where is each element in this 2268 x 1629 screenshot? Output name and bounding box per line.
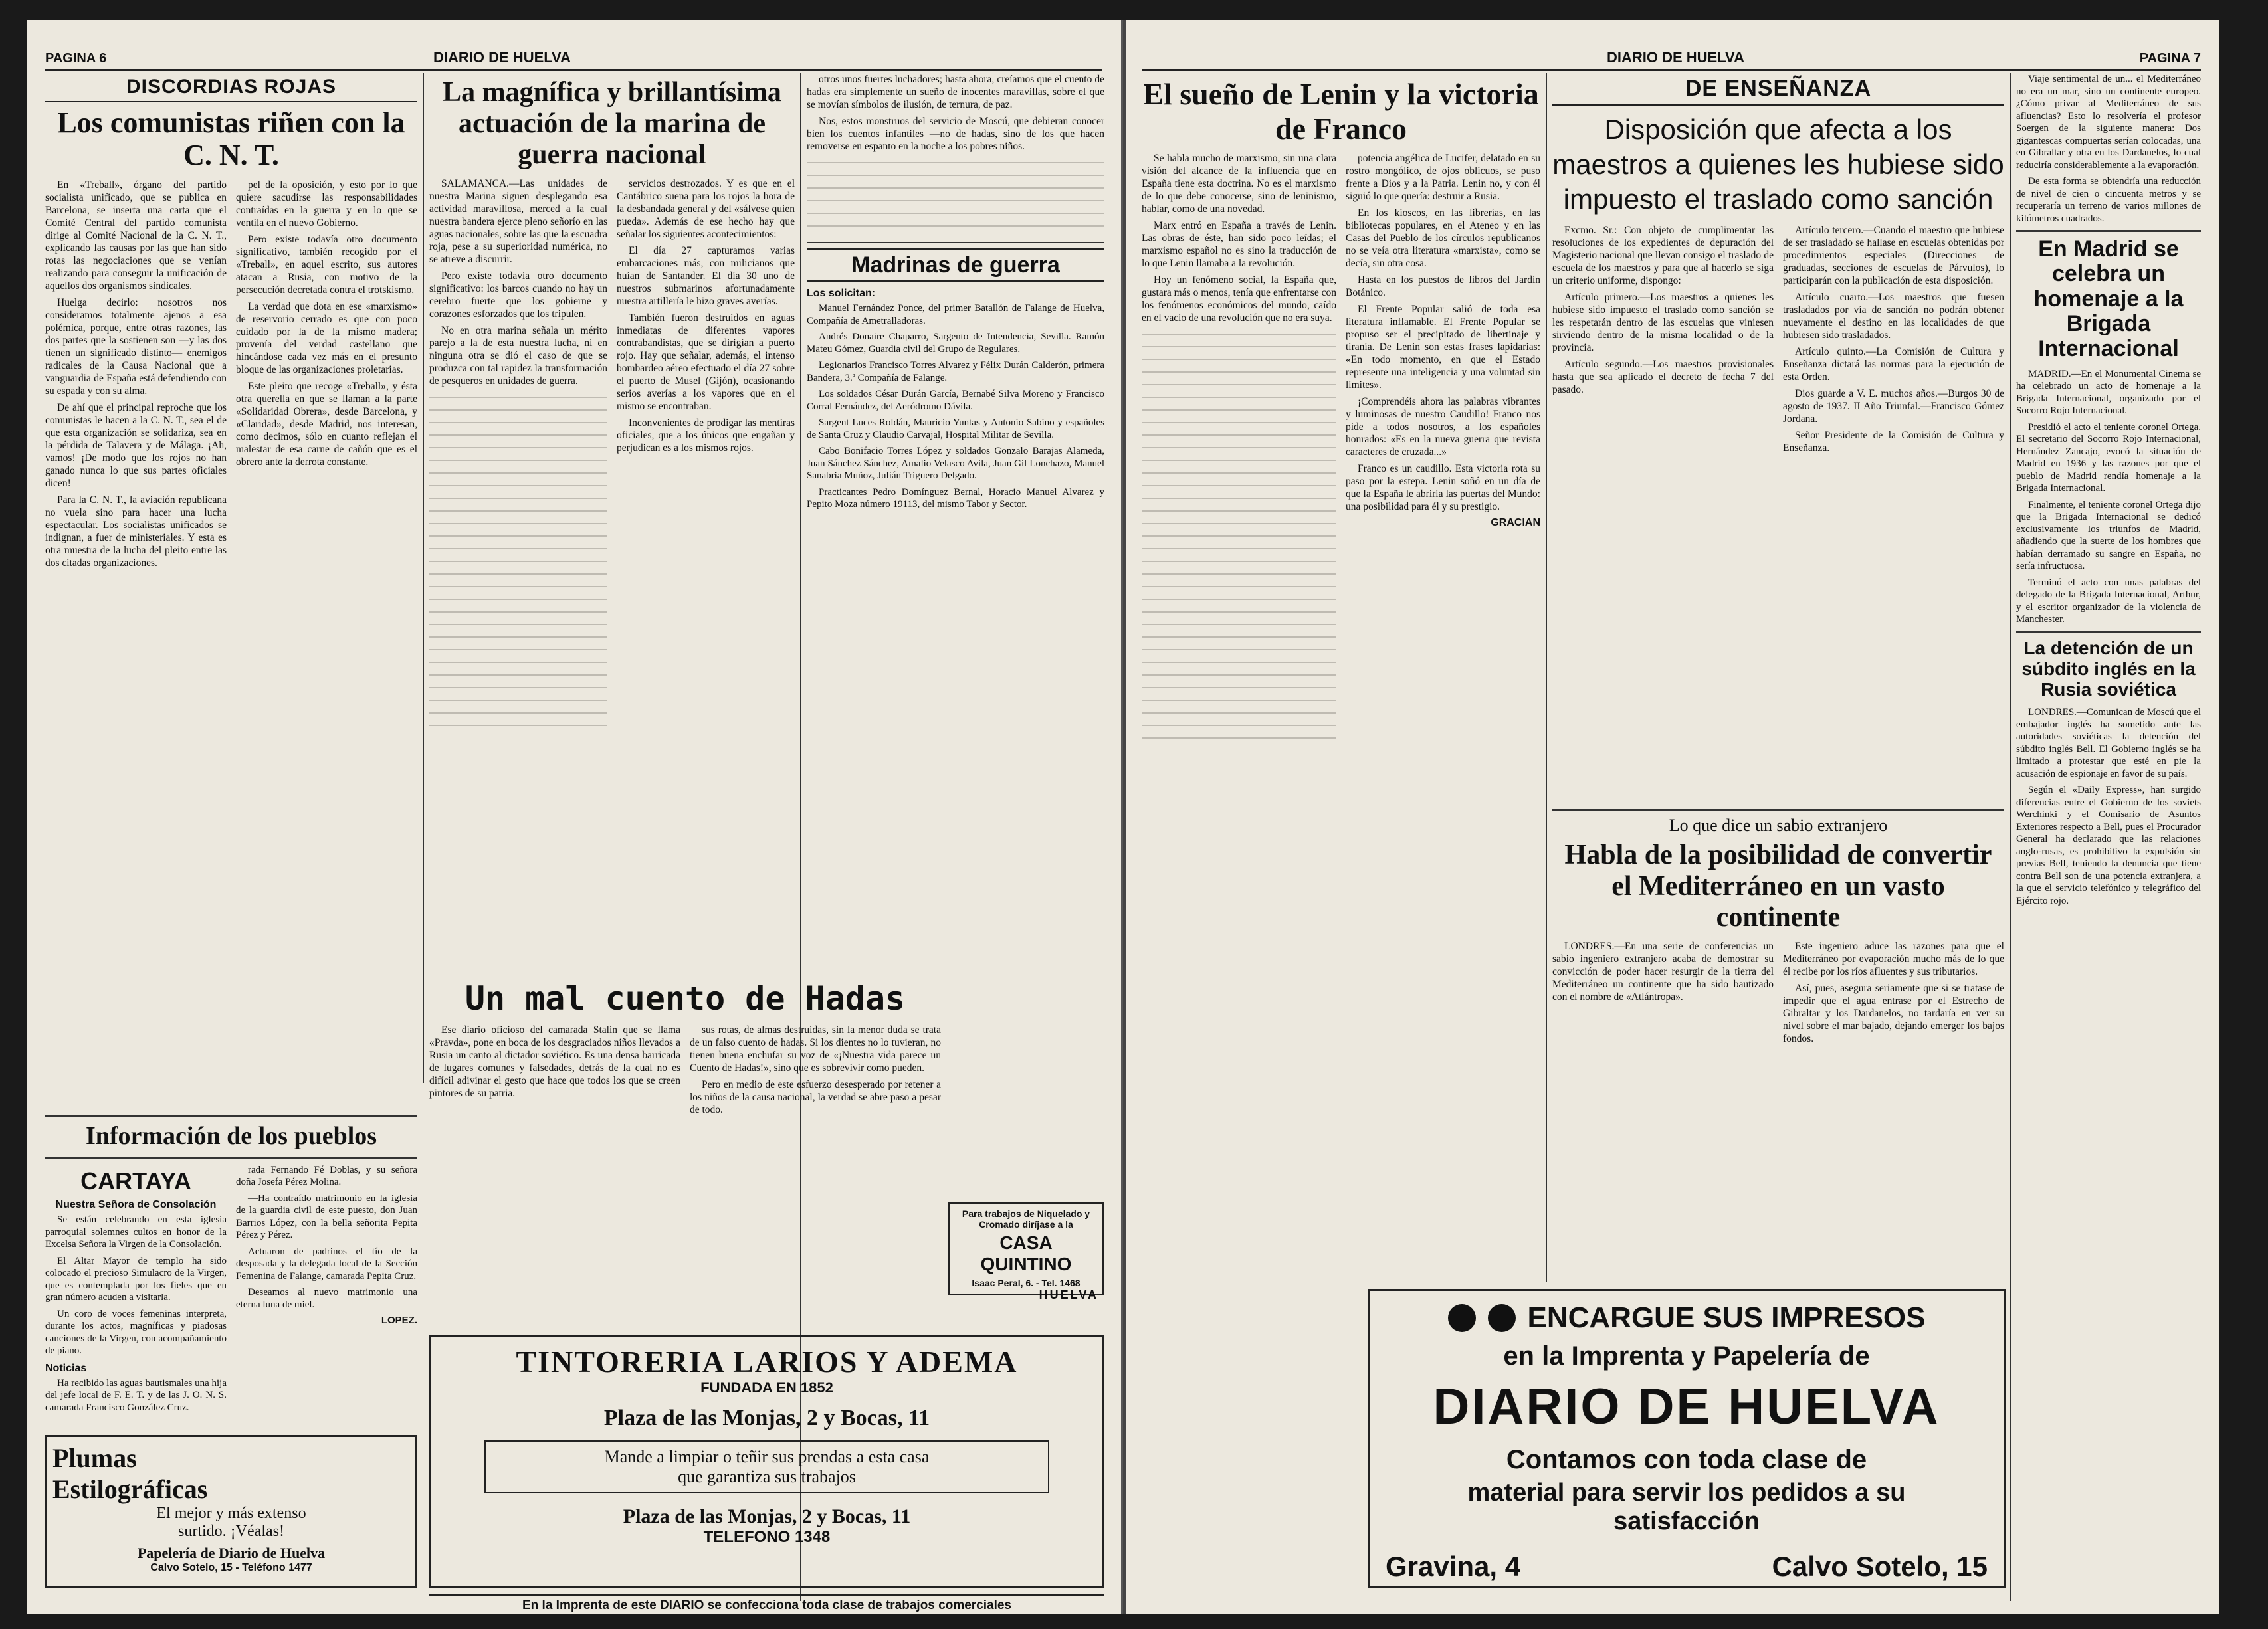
ad-name: DIARIO DE HUELVA	[1433, 1379, 1940, 1435]
page-footer: En la Imprenta de este DIARIO se confecciona toda clase de trabajos comerciales	[429, 1594, 1104, 1613]
article-headline: En Madrid se celebra un homenaje a la Brigada Internacional	[2033, 237, 2184, 361]
article-paragraph: LONDRES.—En una serie de conferencias un sabio ingeniero extranjero acaba de demostrar su convicción de poder hacer resurgir de la tierra del Mediterráneo un continente que ha sido bautizado con el nombre de «Atlántropa».	[1552, 941, 1774, 1003]
article-paragraph: Actuaron de padrinos el tío de la desposada y la delegada local de la Sección Femenina de Falange, camarada Pepita Cruz.	[236, 1246, 417, 1282]
article-paragraph: MADRID.—En el Monumental Cinema se ha celebrado un acto de homenaje a la Brigada Internacional, organizado por el Socorro Rojo Internacional.	[2016, 368, 2201, 417]
article-paragraph: otros unos fuertes luchadores; hasta ahora, creíamos que el cuento de hadas era simplemente un sueño de inocentes maravillas, sobre el que se movían símbolos de ilusión, de ternura, de paz.	[807, 74, 1104, 110]
ad-line: ENCARGUE SUS IMPRESOS	[1527, 1301, 1926, 1334]
article-paragraph: pel de la oposición, y esto por lo que quiere sacudirse las responsabilidades contraídas en la guerra y en lo que se ventila en el nuevo Gobierno.	[236, 179, 417, 229]
list-item: Los soldados César Durán García, Bernabé Silva Moreno y Francisco Corral Fernández, del Aeródromo Dávila.	[807, 389, 1104, 412]
article-headline: Disposición que afecta a los maestros a quienes les hubiese sido impuesto el traslado como sanción	[1552, 114, 2004, 215]
article-paragraph: Pero en medio de este esfuerzo desesperado por retener a los niños de la causa nacional, la verdad se abre paso a pesar de todo.	[690, 1079, 941, 1115]
ad-name: TINTORERIA LARIOS Y ADEMA	[516, 1345, 1018, 1379]
article-paragraph: Artículo quinto.—La Comisión de Cultura y Enseñanza dictará las normas para la ejecución de esta Orden.	[1783, 345, 2004, 383]
article-signature: GRACIAN	[1491, 517, 1540, 529]
article-paragraph: LONDRES.—Comunican de Moscú que el embajador inglés ha sometido ante las autoridades soviéticas la detención del súbdito inglés Bell. El Gobierno inglés se ha limitado a protestar que esté en pie la acusación de espionaje en favor de su país.	[2016, 707, 2201, 779]
left-folio	[45, 39, 1102, 71]
text-block	[429, 391, 607, 737]
article-paragraph: No en otra marina señala un mérito parejo a la de esta nuestra lucha, ni en ninguna otra se dió el caso de que se produzca con tal rapidez la transformación de pesqueros en unidades de guerra.	[429, 325, 607, 387]
column-rule	[423, 73, 424, 1083]
ad-line: en la Imprenta y Papelería de	[1503, 1341, 1870, 1371]
article-paragraph: El día 27 capturamos varias embarcaciones más, con milicianos que huían de Santander. El día 30 uno de nuestros submarinos afortunadamente nuestra artillería le hizo graves averías.	[617, 245, 795, 308]
article-kicker: Lo que dice un sabio extranjero	[1669, 816, 1888, 835]
ad-name: CASA QUINTINO	[980, 1232, 1072, 1274]
ad-address: Isaac Peral, 6. - Tel. 1468	[972, 1278, 1081, 1288]
article-headline: Un mal cuento de Hadas	[464, 979, 906, 1018]
newspaper-spread	[27, 20, 2219, 1614]
article-paragraph: Se habla mucho de marxismo, sin una clara visión del alcance de la influencia que en España tiene esta doctrina. No es el marxismo de lo que debe conocerse, sino de leninismo, hablar, como de una novedad.	[1142, 153, 1336, 215]
article-paragraph: El Frente Popular salió de toda esa literatura inflamable. El Frente Popular se propuso ser el precipitado de libertinaje y tiranía. De Lenin son estas frases lapidarias: «En todo momento, en que el Estado represente una inteligencia y una voluntad sin límites».	[1346, 304, 1540, 391]
article-paragraph: ¡Comprendéis ahora las palabras vibrantes y luminosas de nuestro Caudillo! Franco nos pide a todos nosotros, a los españoles honrados: «Es en la nueva guerra que revista caracteres de cruzada...»	[1346, 396, 1540, 458]
list-item: Manuel Fernández Ponce, del primer Batallón de Falange de Huelva, Compañía de Ametralladoras.	[807, 303, 1104, 326]
article-paragraph: Hasta en los puestos de libros del Jardín Botánico.	[1346, 274, 1540, 299]
article-paragraph: servicios destrozados. Y es que en el Cantábrico suena para los rojos la hora de la desbandada general y del «sálvese quien pueda». Además de ese hecho hay que señalar los siguientes acontecimientos:	[617, 178, 795, 240]
article-paragraph: Para la C. N. T., la aviación republicana no vuela sino para hacer una lucha espectacular. Los socialistas unificados se indignan, a fuer de ministeriales. Y esta es otra muestra de la lucha del pleito entre las dos citadas organizaciones.	[45, 494, 227, 569]
text-block	[807, 157, 1104, 237]
article-signature: LOPEZ.	[381, 1315, 417, 1327]
cuento-continuation	[807, 73, 1104, 957]
section-title: Madrinas de guerra	[807, 248, 1104, 282]
ad-line: material para servir los pedidos a su satisfacción	[1467, 1479, 1906, 1535]
article-paragraph: Finalmente, el teniente coronel Ortega dijo que la Brigada Internacional se dedicó exclusivamente los triunfos de Madrid, añadiendo que la suerte de los hombres que habían derramado su sangre en España, no sería infructuosa.	[2016, 499, 2201, 572]
bullet-icon	[1448, 1304, 1476, 1332]
article-paragraph: Nos, estos monstruos del servicio de Moscú, que debieran conocer bien los cuentos infantiles —no de hadas, sino de los que hacen removerse en espanto en la noche a los pobres niños.	[807, 116, 1104, 152]
left-page	[27, 20, 1123, 1614]
ad-phone: TELEFONO 1348	[703, 1528, 831, 1546]
list-item: Legionarios Francisco Torres Alvarez y Félix Durán Calderón, primera Bandera, 3.ª Compañía de Falange.	[807, 360, 1104, 383]
article-paragraph: El Altar Mayor de templo ha sido colocado el precioso Simulacro de la Virgen, que es contemplada por los fieles que en gran número acuden a visitarla.	[45, 1255, 227, 1303]
ad-address: Plaza de las Monjas, 2 y Bocas, 11	[603, 1406, 930, 1430]
article-paragraph: Pero existe todavía otro documento significativo, también recogido por el «Treball», en aquel escrito, sus autores atacan a Rusia, con motivo de la persecución decretada contra el trotskismo.	[236, 233, 417, 296]
article-paragraph: En los kioscos, en las librerías, en las bibliotecas populares, en el Ateneo y en las Casas del Pueblo de los círculos republicanos no se veía otra literatura «marxista», como se decía, sin otra cosa.	[1346, 207, 1540, 270]
ad-title: Estilográficas	[52, 1474, 208, 1504]
article-paragraph: —Ha contraído matrimonio en la iglesia de la guardia civil de este puesto, don Juan Barrios López, con la bella señorita Pepita Pérez y Pérez.	[236, 1193, 417, 1241]
article-headline: La detención de un súbdito inglés en la Rusia soviética	[2021, 637, 2196, 700]
section-subtitle: Los solicitan:	[807, 288, 876, 300]
article-headline: El sueño de Lenin y la victoria de Franco	[1143, 77, 1539, 145]
ad-address: Calvo Sotelo, 15	[1772, 1551, 1988, 1582]
article-paragraph: Hoy un fenómeno social, la España que, gustara más o menos, tenía que enfrentarse con los fenómenos económicos del mundo, caído en el vacío de una revolución que no era suya.	[1142, 274, 1336, 324]
section-headline: Información de los pueblos	[85, 1122, 377, 1150]
article-paragraph: Terminó el acto con unas palabras del delegado de la Brigada Internacional, Arthur, y el escritor organizador de la violencia de Manchester.	[2016, 577, 2201, 625]
plumas-ad	[45, 1435, 417, 1588]
article-paragraph: Un coro de voces femeninas interpreta, durante los actos, magníficas y piadosas canciones de la Virgen, con acompañamiento de piano.	[45, 1308, 227, 1357]
ad-line: Para trabajos de Niquelado y Cromado diríjase a la	[962, 1208, 1090, 1230]
right-folio	[1142, 39, 2201, 71]
article-paragraph: Señor Presidente de la Comisión de Cultura y Enseñanza.	[1783, 429, 2004, 454]
right-narrow-column	[2016, 73, 2201, 1601]
article-paragraph: rada Fernando Fé Doblas, y su señora doña Josefa Pérez Molina.	[236, 1164, 417, 1188]
ad-address: Calvo Sotelo, 15 - Teléfono 1477	[150, 1562, 312, 1573]
ad-founded: FUNDADA EN 1852	[700, 1379, 833, 1396]
article-paragraph: Viaje sentimental de un... el Mediterráneo no era un mar, sino un continente europeo. ¿Cómo privar al Mediterráneo de sus afluencias? Esto lo resolvería el profesor Soergen de la siguiente manera: Dos gigantescas compuertas serían colocadas, una en Gibraltar y otra en los Dardanelos, lo cual reduciría considerablemente a la evaporación.	[2016, 74, 2201, 171]
ad-shop: Papelería de Diario de Huelva	[137, 1545, 326, 1561]
article-paragraph: Ha recibido las aguas bautismales una hija del jefe local de F. E. T. y de las J. O. N. S. camarada Francisco González Cruz.	[45, 1377, 227, 1413]
madrinas-section	[807, 248, 1104, 511]
town-name: CARTAYA	[80, 1167, 191, 1195]
article-paragraph: Se están celebrando en esta iglesia parroquial solemnes cultos en honor de la Excelsa Señora la Virgen de la Consolación.	[45, 1214, 227, 1250]
article-kicker: DE ENSEÑANZA	[1552, 73, 2004, 106]
subsection-title: Noticias	[45, 1362, 87, 1374]
subsection-title: Nuestra Señora de Consolación	[55, 1199, 217, 1211]
article-paragraph: Según el «Daily Express», han surgido diferencias entre el Gobierno de los soviets Werchinki y el Comisario de Asuntos Exteriores respecto a Bell, pues el Procurador General ha declarado que las relaciones anglo-rusas, es prohibitivo la expulsión sin previas Bell, teniendo la denuncia que tiene contra Bell son de una potencia extranjera, a la que el servicio telefónico y telegráfico del Ejército rojo.	[2016, 785, 2201, 906]
casa-quintino-ad	[948, 1202, 1104, 1301]
text-block	[1142, 328, 1336, 740]
article-paragraph: De esta forma se obtendría una reducción de nivel de cien o cincuenta metros y se recuperaría un terreno de varios millones de kilómetros cuadrados.	[2016, 176, 2201, 224]
article-paragraph: Artículo cuarto.—Los maestros que fuesen trasladados por vía de sanción no podrán obtener nuevamente el destino en las localidades de que hubiesen sido trasladados.	[1783, 291, 2004, 341]
article-paragraph: Este pleito que recoge «Treball», y ésta otra querella en que se llaman a la parte «Solidaridad Obrera», desde Barcelona, y «Claridad», desde Madrid, nos interesan, como decimos, sólo en cuanto reflejan el malestar de esa carne de cañón que es el obrero ante la derrota constante.	[236, 380, 417, 468]
lenin-article	[1142, 73, 1540, 1269]
list-item: Sargent Luces Roldán, Mauricio Yuntas y Antonio Sabino y españoles de Santa Cruz y Claudio Carvajal, Hospital Militar de Sevilla.	[807, 417, 1104, 440]
marina-article	[429, 73, 795, 957]
ad-address: Gravina, 4	[1386, 1551, 1521, 1582]
article-paragraph: Inconvenientes de prodigar las mentiras oficiales, que a los únicos que engañan y perjudican es a los mismos rojos.	[617, 417, 795, 454]
article-paragraph: Deseamos al nuevo matrimonio una eterna luna de miel.	[236, 1287, 417, 1310]
discordias-article	[45, 73, 417, 578]
article-paragraph: En «Treball», órgano del partido socialista unificado, que se publica en Barcelona, se inserta una carta que el Comité Central del partido comunista dirige al Comité Nacional de la C. N. T., explicando las causas por las que han sido rotas las negociaciones que se venían realizando para conseguir la unificación de aquellos dos organismos sindicales.	[45, 179, 227, 292]
article-kicker: DISCORDIAS ROJAS	[45, 73, 417, 102]
cuento-article	[429, 977, 941, 1229]
article-headline: Los comunistas riñen con la C. N. T.	[57, 106, 405, 172]
article-paragraph: Este ingeniero aduce las razones para que el Mediterráneo por evaporación mucho más de lo que él recibe por los ríos afluentes y sus tributarios.	[1783, 941, 2004, 978]
article-paragraph: Dios guarde a V. E. muchos años.—Burgos 30 de agosto de 1937. II Año Triunfal.—Francisco Gómez Jordana.	[1783, 387, 2004, 425]
article-paragraph: Ese diario oficioso del camarada Stalin que se llama «Pravda», pone en boca de los desgraciados niños llevados a Rusia un canto al dictador soviético. Es una densa barricada de lugares comunes y falsedades, detrás de la cual no es difícil adivinar el gesto que hace que todos los que se creen pintores de su patria.	[429, 1024, 680, 1099]
bullet-icon	[1488, 1304, 1516, 1332]
article-paragraph: Franco es un caudillo. Esta victoria rota su paso por la estepa. Lenin soñó en un día de que la España le abriría las puertas del Mundo: una posibilidad para él y su prestigio.	[1346, 463, 1540, 513]
article-paragraph: De ahí que el principal reproche que los comunistas le hacen a la C. N. T., sea el de que esta organización se solidariza, sea en la pérdida de Talavera y de Málaga. ¡Ah, vamos! ¡De modo que los rojos no han ganado nunca lo que sus partes oficiales dicen!	[45, 401, 227, 489]
page-number: PAGINA 6	[45, 51, 107, 66]
column-rule	[2010, 73, 2011, 1601]
article-paragraph: Artículo tercero.—Cuando el maestro que hubiese de ser trasladado se hallase en escuelas obtenidas por procedimientos especiales (Direcciones de graduadas, secciones de escuelas de Párvulos), lo participarán con la publicación de esta disposición.	[1783, 224, 2004, 286]
list-item: Cabo Bonifacio Torres López y soldados Gonzalo Barajas Alameda, Juan Sánchez Sánchez, Amalio Velasco Avila, Juan Gil Lonchazo, Manuel Sanabria Muñoz, Julián Triguero Delgado.	[807, 446, 1104, 482]
page-number: PAGINA 7	[2139, 51, 2201, 66]
article-paragraph: Artículo segundo.—Los maestros provisionales hasta que sea aplicado el decreto de fecha 7 del pasado.	[1552, 358, 1774, 395]
impresos-ad	[1368, 1289, 2006, 1588]
tintoreria-ad	[429, 1335, 1104, 1588]
list-item: Practicantes Pedro Domínguez Bernal, Horacio Manuel Alvarez y Pepito Moza número 19113, del mismo Tabor y Sector.	[807, 486, 1104, 510]
ensenanza-article	[1552, 73, 2004, 797]
masthead-name: DIARIO DE HUELVA	[1607, 49, 1744, 66]
article-paragraph: Excmo. Sr.: Con objeto de cumplimentar las resoluciones de los expedientes de depuración del Magisterio nacional que llevan consigo el traslado de escuela de los maestros y para que al hacerlo se siga un criterio uniforme, dispongo:	[1552, 224, 1774, 286]
list-item: Andrés Donaire Chaparro, Sargento de Intendencia, Sevilla. Ramón Mateu Gómez, Guardia civil del Grupo de Regulares.	[807, 332, 1104, 355]
article-paragraph: Artículo primero.—Los maestros a quienes les hubiese sido impuesto el traslado como sanción se les respetarán dentro de las escuelas que viniesen sirviendo dentro de la misma localidad o de la provincia.	[1552, 291, 1774, 353]
article-paragraph: La verdad que dota en ese «marxismo» de reservorio cerrado es que con poco cuidado por la de la mismo madera; provenía del verdad castellano que hincándose cada vez más en el presunto bloque de las organizaciones proletarias.	[236, 300, 417, 375]
ad-line: surtido. ¡Véalas!	[178, 1523, 284, 1540]
article-paragraph: Presidió el acto el teniente coronel Ortega. El secretario del Socorro Rojo Internacional, Hernández Zancajo, evocó la situación de Madrid en 1936 y las razones por que el pueblo de Madrid rendía homenaje a la Brigada Internacional.	[2016, 421, 2201, 494]
article-paragraph: sus rotas, de almas destruidas, sin la menor duda se trata de un falso cuento de hadas. Si los dientes no lo tuvieran, no tienen buena enchufar su voz de «¡Nuestra vida parece un Cuento de Hadas!», sino que es sobrevivir como pueden.	[690, 1024, 941, 1074]
article-paragraph: Así, pues, asegura seriamente que si se tratase de impedir que el agua entrase por el Estrecho de Gibraltar y los Dardanelos, no tardaría en ver su nivel sobre el mar bajado, dejando emerger los bajos fondos.	[1783, 983, 2004, 1045]
article-paragraph: También fueron destruidos en aguas inmediatas de diferentes vapores contrabandistas, que se dirigían a puerto rojo. Hay que señalar, además, el intenso bombardeo aéreo efectuado el día 27 sobre el puerto de Musel (Gijón), ocasionando serios averías a los vapores que en el mismo se encontraban.	[617, 312, 795, 413]
masthead-name: DIARIO DE HUELVA	[433, 49, 571, 66]
article-paragraph: Huelga decirlo: nosotros nos consideramos totalmente ajenos a esa polémica, porque, entre otras razones, las dos partes que la sostienen son —y las dos tienen un significado distinto— enemigos radicales de la Causa Nacional que a vanguardia de España está defendiendo con su espada y con su alma.	[45, 296, 227, 397]
article-paragraph: Pero existe todavía otro documento significativo: los barcos cuando no hay un cerebro fuerte que los gobierne y corazones esforzados que los tripulen.	[429, 270, 607, 320]
article-paragraph: potencia angélica de Lucifer, delatado en su rostro mongólico, de ojos oblicuos, se puso frente a Dios y a la Patria. Lenin no, y con él siguió lo que quería: destruir a Rusia.	[1346, 153, 1540, 203]
column-rule	[1546, 73, 1547, 1282]
right-page	[1123, 20, 2219, 1614]
article-headline: La magnífica y brillantísima actuación de la marina de guerra nacional	[443, 77, 781, 171]
ad-line: Contamos con toda clase de	[1506, 1445, 1867, 1474]
article-paragraph: SALAMANCA.—Las unidades de nuestra Marina siguen desplegando esa actividad maravillosa, merced a la cual nuestra bandera ejerce pleno señorío en las aguas nacionales, sobre las que la escuadra roja, pese a su superioridad numérica, no se atreve a discurrir.	[429, 178, 607, 266]
ad-slogan: Mande a limpiar o teñir sus prendas a esta casa	[604, 1447, 930, 1466]
ad-slogan: que garantiza sus trabajos	[678, 1467, 856, 1486]
ad-address: Plaza de las Monjas, 2 y Bocas, 11	[623, 1505, 911, 1527]
article-paragraph: Marx entró en España a través de Lenin. Las obras de éste, han sido poco leídas; el marxismo español no es sino la traducción de lo que Lenin llamaba a la revolución.	[1142, 220, 1336, 270]
ad-line: El mejor y más extenso	[156, 1505, 306, 1522]
sabio-article	[1552, 804, 2004, 1269]
ad-title: Plumas	[52, 1443, 137, 1473]
article-headline: Habla de la posibilidad de convertir el Mediterráneo en un vasto continente	[1564, 840, 1992, 933]
ad-city: HUELVA	[1039, 1288, 1098, 1301]
